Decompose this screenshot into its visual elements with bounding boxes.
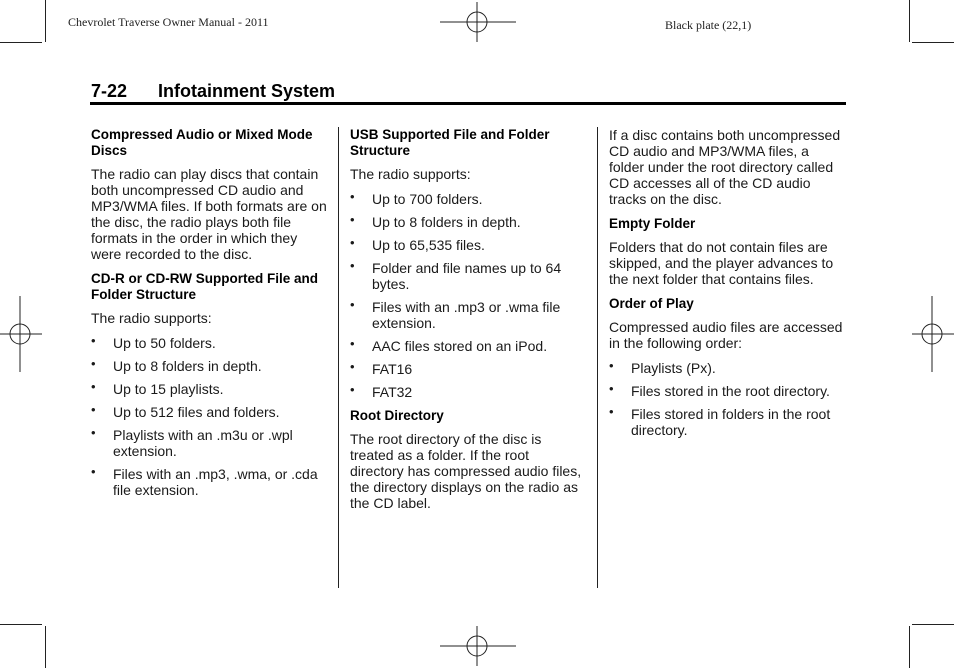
bullet-list xyxy=(350,191,586,400)
plate-label: Black plate (22,1) xyxy=(665,18,752,32)
crop-mark xyxy=(45,0,46,42)
crop-mark xyxy=(0,624,42,625)
bullet-icon: • xyxy=(350,336,355,351)
paragraph: Compressed audio files are accessed in the following order: xyxy=(609,319,843,351)
list-item: • Playlists (Px). xyxy=(609,358,716,376)
registration-mark-icon xyxy=(440,626,516,666)
manual-title: Chevrolet Traverse Owner Manual - 2011 xyxy=(68,15,269,29)
heading-rule xyxy=(90,102,846,105)
bullet-icon: • xyxy=(350,297,355,312)
list-item: • AAC files stored on an iPod. xyxy=(350,336,548,354)
subheading: USB Supported File and Folder Structure xyxy=(350,127,550,158)
bullet-icon: • xyxy=(91,402,96,417)
column-1 xyxy=(91,127,331,506)
bullet-icon: • xyxy=(350,189,355,204)
registration-mark-icon xyxy=(912,296,954,372)
page-title: Infotainment System xyxy=(158,81,336,101)
subheading: Root Directory xyxy=(350,408,444,423)
list-item: • Up to 65,535 files. xyxy=(350,235,485,253)
crop-mark xyxy=(909,0,910,42)
bullet-icon: • xyxy=(350,258,355,273)
crop-mark xyxy=(909,626,910,668)
bullet-icon: • xyxy=(91,425,96,440)
bullet-list xyxy=(91,335,331,498)
list-item: • Up to 15 playlists. xyxy=(91,379,224,397)
bullet-icon: • xyxy=(609,381,614,396)
column-divider xyxy=(338,127,339,588)
paragraph: Folders that do not contain files are skipped, and the player advances to the next folder that contains files. xyxy=(609,239,834,287)
section-heading xyxy=(91,81,335,102)
paragraph: The radio supports: xyxy=(350,166,471,182)
list-item: • Files with an .mp3 or .wma file extension. xyxy=(350,297,561,331)
registration-mark-icon xyxy=(0,296,42,372)
bullet-icon: • xyxy=(350,212,355,227)
list-item: • Folder and file names up to 64 bytes. xyxy=(350,258,562,292)
subheading: Order of Play xyxy=(609,296,694,311)
list-item: • Files stored in folders in the root directory. xyxy=(609,404,831,438)
list-item: • Up to 50 folders. xyxy=(91,333,216,351)
list-item: • Up to 512 files and folders. xyxy=(91,402,280,420)
crop-mark xyxy=(45,626,46,668)
bullet-icon: • xyxy=(91,464,96,479)
page-number: 7-22 xyxy=(91,81,128,101)
paragraph: The radio supports: xyxy=(91,310,212,326)
bullet-icon: • xyxy=(350,235,355,250)
bullet-icon: • xyxy=(609,404,614,419)
subheading: CD-R or CD-RW Supported File and Folder Structure xyxy=(91,271,318,302)
list-item: • Up to 700 folders. xyxy=(350,189,483,207)
crop-mark xyxy=(912,42,954,43)
list-item: • Up to 8 folders in depth. xyxy=(350,212,521,230)
paragraph: The radio can play discs that contain both uncompressed CD audio and MP3/WMA files. If both formats are on the disc, the radio plays both file formats in the order in which they were recorded to the disc. xyxy=(91,166,327,262)
bullet-icon: • xyxy=(91,333,96,348)
column-3 xyxy=(609,127,847,446)
crop-mark xyxy=(912,624,954,625)
subheading: Compressed Audio or Mixed Mode Discs xyxy=(91,127,313,158)
bullet-list xyxy=(609,360,847,438)
registration-mark-icon xyxy=(440,2,516,42)
bullet-icon: • xyxy=(91,356,96,371)
list-item: • Files stored in the root directory. xyxy=(609,381,830,399)
list-item: • Playlists with an .m3u or .wpl extension. xyxy=(91,425,293,459)
paragraph: The root directory of the disc is treated as a folder. If the root directory has compressed audio files, the directory displays on the radio as the CD label. xyxy=(350,431,582,511)
crop-mark xyxy=(0,42,42,43)
bullet-icon: • xyxy=(91,379,96,394)
column-2 xyxy=(350,127,586,520)
bullet-icon: • xyxy=(350,382,355,397)
subheading: Empty Folder xyxy=(609,216,696,231)
column-divider xyxy=(597,127,598,588)
list-item: • FAT16 xyxy=(350,359,413,377)
list-item: • FAT32 xyxy=(350,382,413,400)
bullet-icon: • xyxy=(609,358,614,373)
list-item: • Up to 8 folders in depth. xyxy=(91,356,262,374)
list-item: • Files with an .mp3, .wma, or .cda file extension. xyxy=(91,464,318,498)
paragraph: If a disc contains both uncompressed CD audio and MP3/WMA files, a folder under the root directory called CD accesses all of the CD audio tracks on the disc. xyxy=(609,127,841,207)
bullet-icon: • xyxy=(350,359,355,374)
